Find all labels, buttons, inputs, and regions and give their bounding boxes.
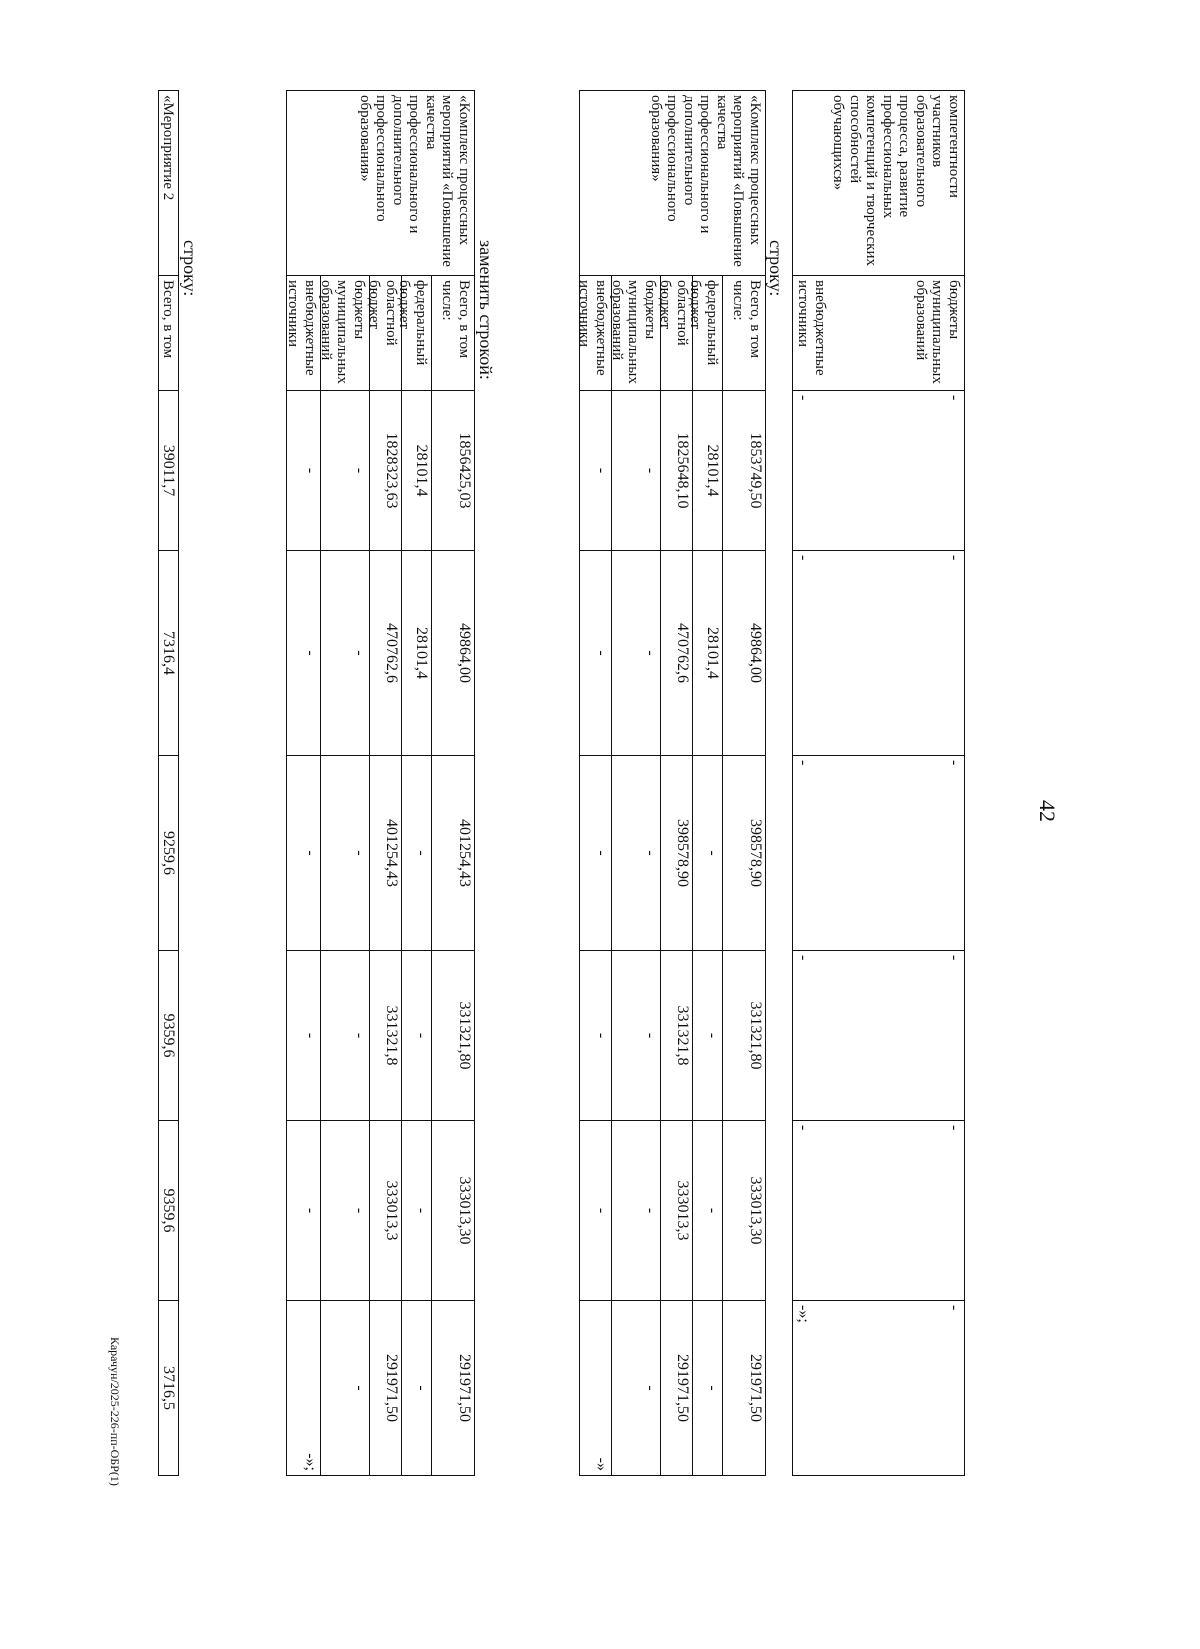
cell-name: «Мероприятие 2 — [158, 91, 178, 276]
cell-year-2026 — [792, 756, 964, 951]
cell-year-2026: - — [401, 756, 431, 951]
page-number: 42 — [1035, 800, 1060, 822]
cell-year-2028: 333013,30 — [722, 1121, 765, 1301]
cell-year-2026: 398578,90 — [660, 756, 692, 951]
cell-total: 1853749,50 — [722, 391, 765, 551]
cell-line: - — [946, 1305, 963, 1311]
cell-year-2028: - — [692, 1121, 722, 1301]
cell-year-2027: 331321,8 — [660, 951, 692, 1121]
cell-budget-source: Всего, в том числе: — [722, 276, 765, 391]
cell-year-2027: 9359,6 — [158, 951, 178, 1121]
cell-year-2027: - — [401, 951, 431, 1121]
cell-line: - — [795, 955, 813, 961]
label-zamenit: заменить строкой: — [476, 240, 496, 380]
cell-year-2029: - — [692, 1301, 722, 1476]
cell-total: - — [320, 391, 369, 551]
footer-code: Карачун/2025-226-пп-ОБР(1) — [108, 1337, 122, 1486]
cell-year-2028: - — [286, 1121, 320, 1301]
cell-total: 28101,4 — [401, 391, 431, 551]
cell-year-2028 — [792, 1121, 964, 1301]
cell-line: - — [795, 1125, 813, 1131]
cell-budget-source: областной бюджет — [369, 276, 401, 391]
cell-year-2028: - — [611, 1121, 660, 1301]
cell-year-2026: - — [579, 756, 611, 951]
cell-year-2027: 331321,8 — [369, 951, 401, 1121]
table-previous-row — [792, 90, 965, 1476]
cell-year-2027: 331321,80 — [431, 951, 474, 1121]
cell-year-2029: - — [320, 1301, 369, 1476]
cell-year-2025: - — [320, 551, 369, 756]
cell-total: 28101,4 — [692, 391, 722, 551]
cell-year-2029: 291971,50 — [431, 1301, 474, 1476]
cell-year-2027: - — [611, 951, 660, 1121]
cell-year-2029 — [792, 1301, 964, 1476]
cell-line: бюджеты муниципальных образований — [913, 280, 962, 384]
label-stroku: строку: — [766, 240, 786, 297]
cell-total: 1856425,03 — [431, 391, 474, 551]
cell-year-2028: 333013,3 — [369, 1121, 401, 1301]
cell-year-2026: - — [692, 756, 722, 951]
cell-year-2025: 49864,00 — [431, 551, 474, 756]
cell-total: 39011,7 — [158, 391, 178, 551]
cell-line: - — [795, 395, 813, 401]
cell-line: - — [795, 555, 813, 561]
cell-year-2028: 333013,3 — [660, 1121, 692, 1301]
cell-year-2027: - — [320, 951, 369, 1121]
cell-budget-source — [792, 276, 964, 391]
cell-budget-source: бюджеты муниципальных образований — [320, 276, 369, 391]
cell-year-2026: 9259,6 — [158, 756, 178, 951]
cell-year-2026: 398578,90 — [722, 756, 765, 951]
table-old-complex — [576, 90, 766, 1476]
cell-year-2027: - — [286, 951, 320, 1121]
cell-budget-source: внебюджетные источники — [286, 276, 320, 391]
cell-budget-source: бюджеты муниципальных образований — [611, 276, 660, 391]
cell-line: -»; — [795, 1305, 813, 1323]
cell-year-2026: - — [320, 756, 369, 951]
cell-name: «Комплекс процессных мероприятий «Повышение качества профессионального и дополнительного профессионального образования» — [579, 91, 765, 276]
cell-year-2029: 291971,50 — [660, 1301, 692, 1476]
cell-year-2029: - — [401, 1301, 431, 1476]
cell-year-2029: -» — [579, 1301, 611, 1476]
cell-year-2025: - — [286, 551, 320, 756]
cell-year-2025: 470762,6 — [660, 551, 692, 756]
cell-year-2029: -»; — [286, 1301, 320, 1476]
cell-year-2026: - — [286, 756, 320, 951]
label-stroku-2: строку: — [180, 240, 200, 297]
cell-year-2025: - — [579, 551, 611, 756]
cell-total — [792, 391, 964, 551]
cell-year-2028: 333013,30 — [431, 1121, 474, 1301]
cell-line: - — [946, 395, 963, 401]
cell-year-2026: 401254,43 — [369, 756, 401, 951]
cell-line: - — [795, 760, 813, 766]
cell-year-2028: 9359,6 — [158, 1121, 178, 1301]
cell-line: внебюджетные источники — [795, 280, 828, 376]
cell-year-2029: - — [611, 1301, 660, 1476]
cell-year-2027: - — [692, 951, 722, 1121]
cell-total: - — [611, 391, 660, 551]
cell-total: - — [579, 391, 611, 551]
cell-year-2027 — [792, 951, 964, 1121]
cell-year-2026: 401254,43 — [431, 756, 474, 951]
cell-year-2025: - — [611, 551, 660, 756]
cell-budget-source: областной бюджет — [660, 276, 692, 391]
cell-name: «Комплекс процессных мероприятий «Повышение качества профессионального и дополнительного профессионального образования» — [286, 91, 474, 276]
cell-year-2025 — [792, 551, 964, 756]
cell-budget-source: федеральный бюджет — [401, 276, 431, 391]
cell-budget-source: внебюджетные источники — [579, 276, 611, 391]
cell-year-2029: 3716,5 — [158, 1301, 178, 1476]
cell-line: - — [946, 555, 963, 561]
cell-year-2027: 331321,80 — [722, 951, 765, 1121]
cell-year-2025: 28101,4 — [692, 551, 722, 756]
cell-line: - — [946, 760, 963, 766]
cell-line: - — [946, 955, 963, 961]
cell-total: 1825648,10 — [660, 391, 692, 551]
cell-year-2025: 28101,4 — [401, 551, 431, 756]
cell-name: компетентности участников образовательного процесса, развитие профессиональных компетенций и творческих способностей обучающихся» — [792, 91, 964, 276]
table-new-complex — [286, 90, 475, 1476]
cell-year-2028: - — [401, 1121, 431, 1301]
table-measure-2 — [158, 90, 179, 1476]
cell-year-2025: 49864,00 — [722, 551, 765, 756]
cell-line: - — [946, 1125, 963, 1131]
cell-budget-source: федеральный бюджет — [692, 276, 722, 391]
cell-year-2026: - — [611, 756, 660, 951]
cell-total: 1828323,63 — [369, 391, 401, 551]
cell-year-2028: - — [320, 1121, 369, 1301]
cell-total: - — [286, 391, 320, 551]
cell-budget-source: Всего, в том числе: — [431, 276, 474, 391]
cell-year-2025: 7316,4 — [158, 551, 178, 756]
cell-year-2028: - — [579, 1121, 611, 1301]
cell-year-2029: 291971,50 — [369, 1301, 401, 1476]
cell-year-2027: - — [579, 951, 611, 1121]
cell-year-2029: 291971,50 — [722, 1301, 765, 1476]
cell-budget-source: Всего, в том — [158, 276, 178, 391]
cell-year-2025: 470762,6 — [369, 551, 401, 756]
